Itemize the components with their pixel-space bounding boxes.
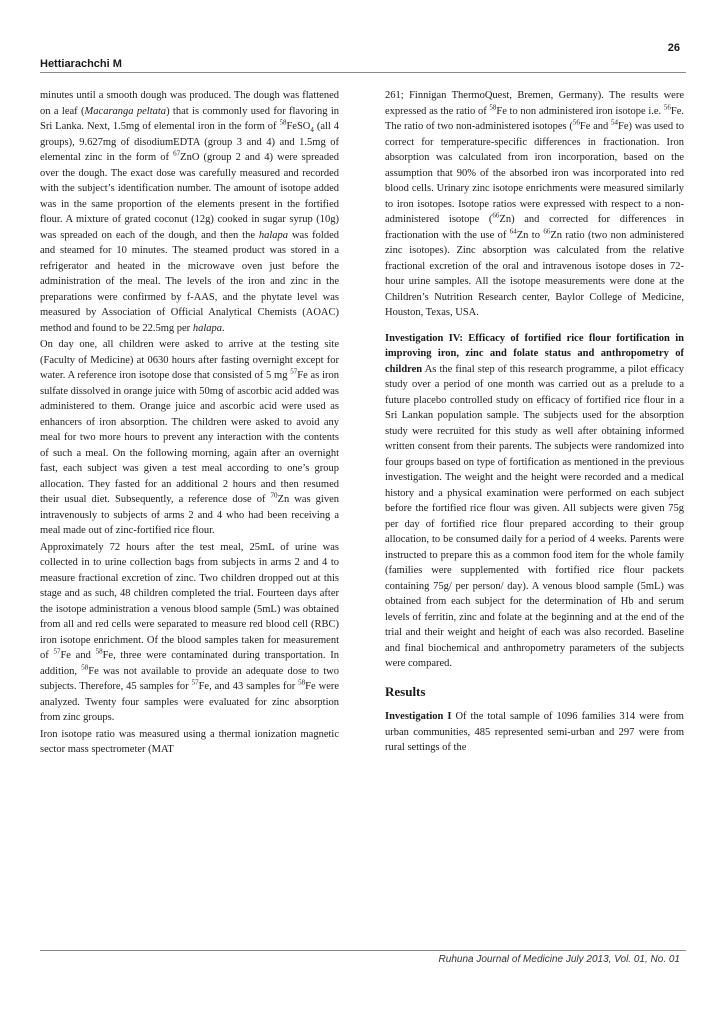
- footer-rule: [40, 950, 686, 951]
- page-number: 26: [667, 42, 680, 54]
- journal-footer: Ruhuna Journal of Medicine July 2013, Vol. 01, No. 01: [438, 954, 680, 965]
- running-header-author: Hettiarachchi M: [40, 58, 122, 70]
- paragraph-isotope-ratio: Iron isotope ratio was measured using a thermal ionization magnetic sector mass spectrometer (MAT: [40, 728, 339, 755]
- paragraph-urine-blood: Approximately 72 hours after the test meal, 25mL of urine was collected in to urine collection bags from subjects in arms 2 and 4 to measure fractional excretion of zinc. Two children dropped out at this stage and as such, 48 children completed the trial. Fourteen days after the isotope administration a venous blood sample (5mL) was obtained from all and red cells were separated to measure red blood cell (RBC) iron isotope enrichment. Of the blood samples taken for measurement of $^{57}$Fe and $^{58}$Fe, three were contaminated during transportation. In addition, $^{58}$Fe was not available to provide an adequate dose to two subjects. Therefore, 45 samples for $^{57}$Fe, and 43 samples for $^{58}$Fe were analyzed. Twenty four samples were evaluated for zinc absorption from zinc groups.: [40, 541, 340, 723]
- paragraph-investigation-i: Investigation I Of the total sample of 1096 families 314 were from urban communities, 485 represented semi-urban and 297 were from rural settings of the: [385, 711, 684, 753]
- header-rule: [40, 72, 686, 73]
- right-column: [385, 88, 684, 756]
- paragraph-investigation-iv: Investigation IV: Efficacy of fortified rice flour fortification in improving iron, zinc and folate status and anthropometry of children As the final step of this research programme, a pilot efficacy study over a period of one month was carried out as a prelude to a future placebo controlled study on efficacy of fortified rice flour in a Sri Lankan population sample. The subjects used for the absorption study were recruited for this study as well after obtaining informed written consent from their parents. The subjects were randomized into four groups based on type of fortification as mentioned in the previous investigation. The weight and the height were recorded and a medical history and a physical examination were performed on each subject before the fortified rice flour was given. All subjects were given 75g per day of fortified rice flour prepared according to their group allocation, to be consumed daily for a period of 4 weeks. Parents were instructed to prepare this as a common food item for the whole family (families were supplemented with fortified rice flour packets containing 75g/ per person/ day). A venous blood sample (5mL) was obtained from each subject for the determination of Hb and serum levels of ferritin, zinc and folate at the beginning and at the end of the trial and their weight and height of each was also recorded. Baseline and final biochemical and anthropometry parameters of the subjects were compared.: [385, 332, 684, 669]
- left-column: [40, 88, 339, 758]
- paragraph-methods-dough: minutes until a smooth dough was produced. The dough was flattened on a leaf (Macaranga peltata) that is commonly used for flavoring in Sri Lanka. Next, 1.5mg of elemental iron in the form of $^{58}$FeSO$_4$ (all 4 groups), 9.627mg of disodiumEDTA (group 3 and 4) and 1.5mg of elemental zinc in the form of $^{67}$ZnO (group 2 and 4) were spreaded over the dough. The exact dose was carefully measured and recorded with the subject’s identification number. The amount of isotope added was in the same proportion of the elements present in the fortified flour. A mixture of grated coconut (12g) cooked in sugar syrup (10g) was spreaded on each of the dough, and then the halapa was folded and steamed for 10 minutes. The steamed product was stored in a refrigerator and heated in the microwave oven just before the administration of the meal. The levels of the iron and zinc in the preparations were confirmed by f-AAS, and the phytate level was measured by Association of Official Analytical Chemists (AOAC) method and found to be 22.5mg per halapa.: [40, 90, 339, 334]
- paragraph-isotope-results: 261; Finnigan ThermoQuest, Bremen, Germany). The results were expressed as the ratio of $^{58}$Fe to non administered iron isotope i.e. $^{56}$Fe. The ratio of two non-administered isotopes ($^{56}$Fe and $^{54}$Fe) was used to correct for temperature-specific differences in fractionation. Iron absorption was calculated from iron incorporation, based on the assumption that 90% of the absorbed iron was incorporated into red blood cells. Urinary zinc isotope enrichments were measured similarly to iron isotopes. Isotope ratios were expressed with respect to a non-administered isotope ($^{66}$Zn) and corrected for differences in fractionation with the use of $^{64}$Zn to $^{66}$Zn ratio (two non administered zinc isotopes). Zinc absorption was calculated from the relative fractional excretion of the oral and intravenous isotope doses in 72-hour urine samples. All the isotope measurements were done at the Children’s Nutrition Research center, Baylor College of Medicine, Houston, Texas, USA.: [385, 90, 684, 318]
- section-heading-results: Results: [385, 683, 426, 699]
- paragraph-day-one: On day one, all children were asked to arrive at the testing site (Faculty of Medicine) at 0630 hours after fasting overnight except for water. A reference iron isotope dose that consisted of 5 mg $^{57}$Fe as iron sulfate dissolved in orange juice with 50mg of ascorbic acid added was administered to them. Orange juice and ascorbic acid were used as enhancers of iron absorption. The children were asked to avoid any meal for two more hours to prevent any interaction with the contents of such a meal. On the following morning, again after an overnight fast, each subject was given a test meal according to one’s group allocation. They fasted for an additional 2 hours and then resumed their usual diet. Subsequently, a reference dose of $^{70}$Zn was given intravenously to subjects of arms 2 and 4 who had been receiving a meal made out of zinc-fortified rice flour.: [40, 339, 340, 536]
